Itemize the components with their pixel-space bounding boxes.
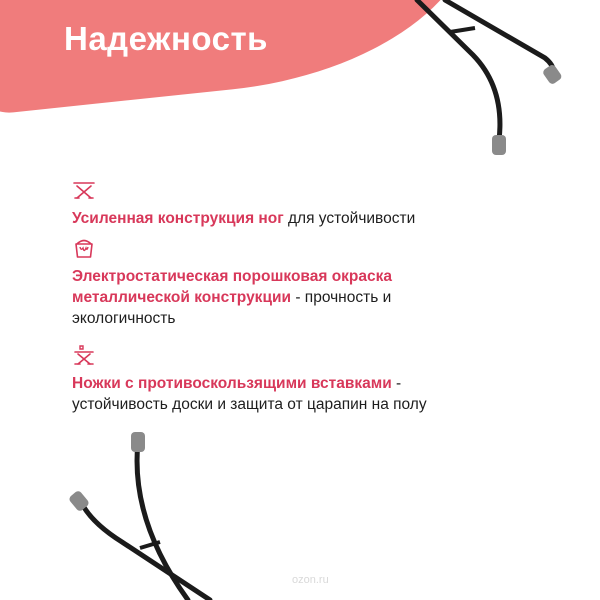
feature-text (72, 208, 492, 229)
ironing-board-leg-top-image (395, 0, 600, 160)
feature-item (72, 236, 492, 329)
feature-description: - прочность и экологичность (72, 289, 392, 327)
feature-highlight: Усиленная конструкция ног (72, 210, 284, 227)
feature-text (72, 373, 492, 415)
feature-description: - устойчивость доски и защита от царапин на полу (72, 375, 427, 413)
paint-bucket-icon (72, 236, 96, 260)
ironing-board-leg-bottom-image (60, 430, 260, 600)
feature-highlight: Ножки с противоскользящими вставками (72, 375, 392, 392)
feature-highlight: Электростатическая порошковая окраска металлической конструкции (72, 268, 393, 306)
feature-text (72, 266, 492, 329)
watermark: ozon.ru (292, 574, 329, 586)
feature-description: для устойчивости (283, 210, 416, 227)
page-title: Надежность (64, 20, 268, 57)
ironing-board-icon (72, 343, 96, 367)
feature-item (72, 343, 492, 415)
feature-item (72, 178, 492, 229)
ironing-board-legs-icon (72, 178, 96, 202)
